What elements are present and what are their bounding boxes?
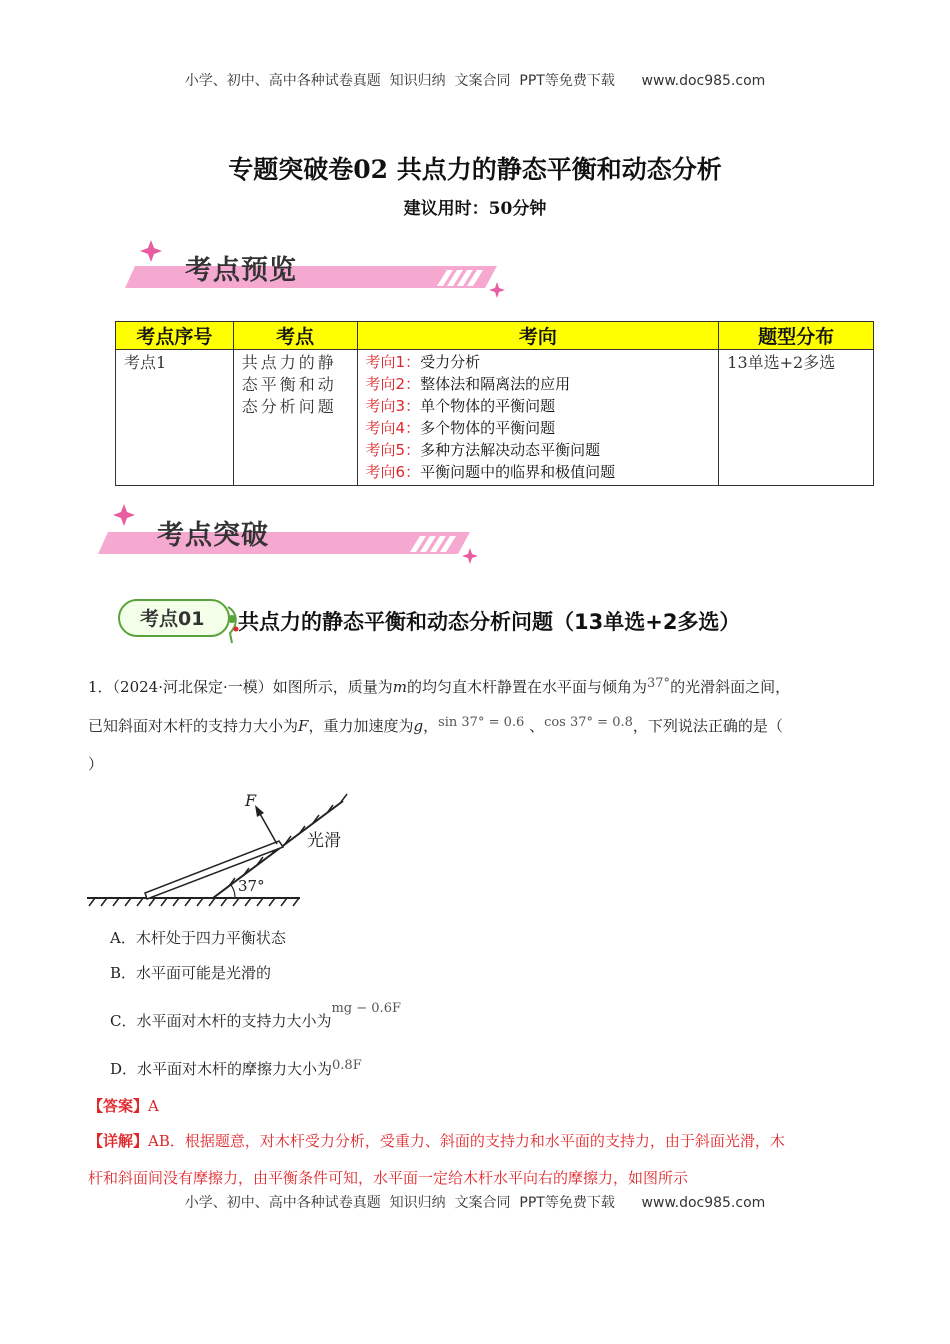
overview-table [115,321,874,486]
cell-index: 考点1 [116,350,234,486]
angle-label: 37° [238,877,265,895]
sparkle-icon [462,548,478,564]
question-line-2: 已知斜面对木杆的支持力大小为F，重力加速度为g，sin 37° = 0.6 、cos 37° = 0.8，下列说法正确的是（ [88,715,783,735]
option-d[interactable]: D．水平面对木杆的摩擦力大小为0.8F [110,1058,362,1078]
detail-line-2: 杆和斜面间没有摩擦力，由平衡条件可知，水平面一定给木杆水平向右的摩擦力，如图所示 [88,1169,689,1187]
sparkle-icon [113,504,135,526]
detail-line-1: 【详解】AB．根据题意，对木杆受力分析，受重力、斜面的支持力和水平面的支持力，由于斜面光滑，木 [88,1132,785,1150]
suggested-time: 建议用时：50分钟 [403,199,547,219]
sin-expression: sin 37° = 0.6 [438,715,525,730]
direction-item: 考向5：多种方法解决动态平衡问题 [365,441,601,459]
footer-site-link[interactable]: www.doc985.com [641,1195,766,1211]
cell-distribution: 13单选+2多选 [719,350,874,486]
cell-directions [357,350,719,486]
question-line-1: 1．（2024·河北保定·一模）如图所示，质量为m的均匀直木杆静置在水平面与倾角为37°的光滑斜面之间， [88,676,791,696]
direction-item: 考向4：多个物体的平衡问题 [365,419,556,437]
table-header-row [116,322,874,350]
option-d-math: 0.8F [332,1058,362,1073]
direction-item: 考向3：单个物体的平衡问题 [365,397,556,415]
topic-line: 态分析问题 [241,397,337,416]
option-c-math: mg − 0.6F [331,1001,401,1016]
sparkle-icon [489,282,505,298]
col-header-topic: 考点 [233,322,357,350]
page-header [0,70,950,90]
rod-on-incline-figure [85,785,365,910]
question-line-3: ） [88,755,104,773]
smooth-label: 光滑 [307,831,341,851]
section-title: 共点力的静态平衡和动态分析问题（13单选+2多选） [238,610,741,634]
page-title: 专题突破卷02 共点力的静态平衡和动态分析 [228,155,722,184]
cos-expression: cos 37° = 0.8 [544,715,633,730]
option-c[interactable]: C．水平面对木杆的支持力大小为mg − 0.6F [110,1001,401,1030]
footer-text: 小学、初中、高中各种试卷真题 知识归纳 文案合同 PPT等免费下载 [184,1195,615,1211]
col-header-distribution: 题型分布 [719,322,874,350]
direction-item: 考向1：受力分析 [365,353,481,371]
answer-label: 【答案】 [88,1097,149,1115]
direction-item: 考向6：平衡问题中的临界和极值问题 [365,463,616,481]
col-header-direction: 考向 [357,322,719,350]
topic-line: 共点力的静 [241,353,337,372]
col-header-index: 考点序号 [116,322,234,350]
header-text: 小学、初中、高中各种试卷真题 知识归纳 文案合同 PPT等免费下载 [184,73,615,89]
direction-item: 考向2：整体法和隔离法的应用 [365,375,571,393]
detail-label: 【详解】 [88,1132,149,1150]
cell-topic [233,350,357,486]
force-label: F [245,791,257,810]
answer-line [88,1095,159,1116]
option-b[interactable]: B．水平面可能是光滑的 [110,964,272,982]
section-badge-label: 考点01 [140,608,205,630]
page-footer [0,1192,950,1212]
breakthrough-banner-title: 考点突破 [157,520,269,551]
table-row [116,350,874,486]
sparkle-icon [140,240,162,262]
answer-value: A [148,1097,159,1115]
preview-banner [125,236,515,304]
topic-line: 态平衡和动 [241,375,337,394]
header-site-link[interactable]: www.doc985.com [641,73,766,89]
option-a[interactable]: A．木杆处于四力平衡状态 [110,929,286,947]
preview-banner-title: 考点预览 [185,255,297,286]
